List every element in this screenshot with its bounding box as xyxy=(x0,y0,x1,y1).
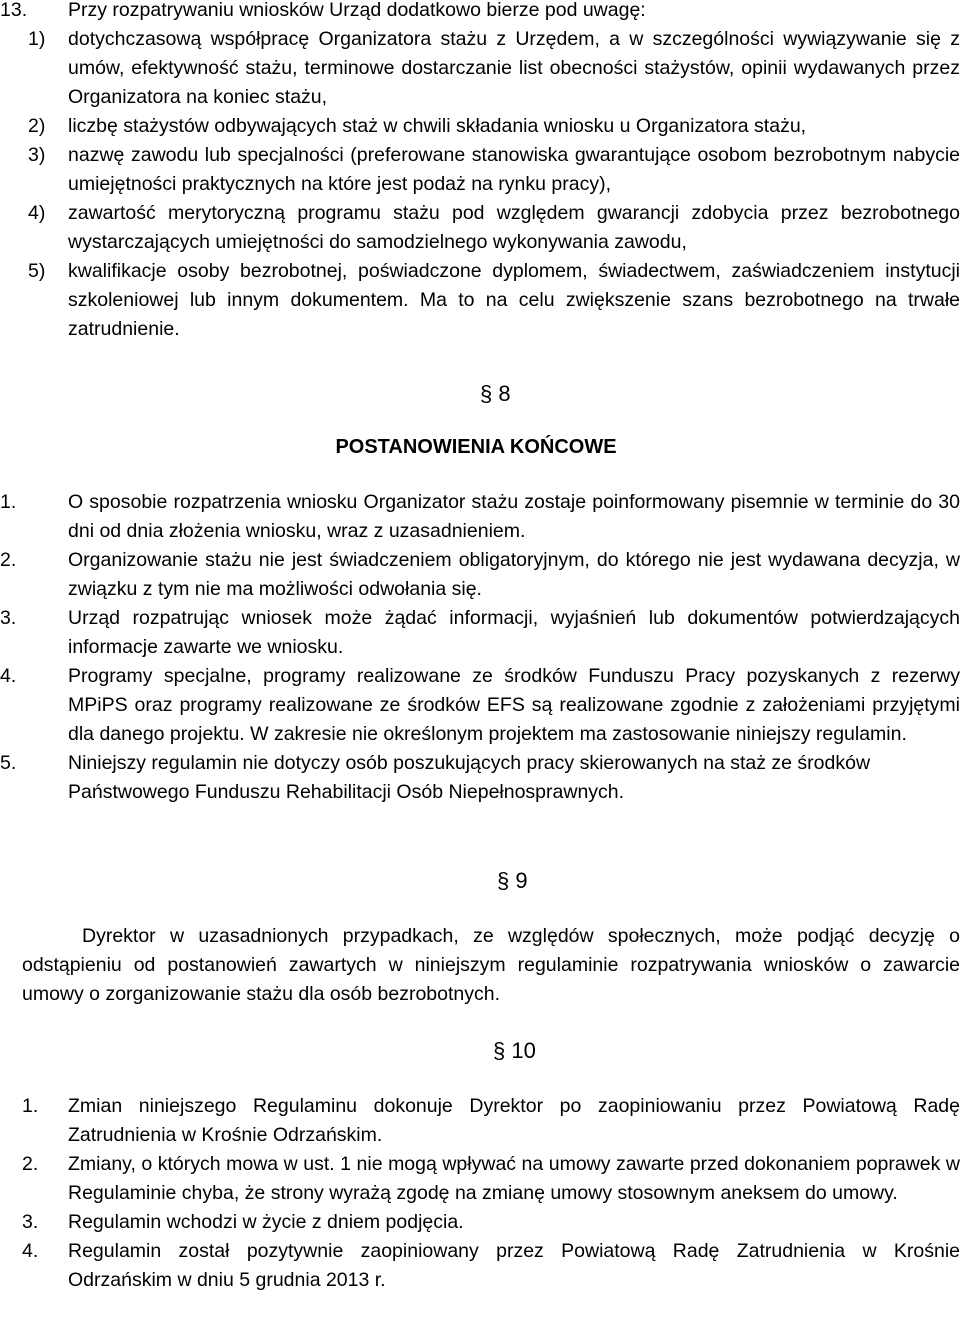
list-item xyxy=(0,546,960,604)
list-item-number: 5) xyxy=(28,260,46,282)
list-item-number: 5. xyxy=(0,752,17,774)
list-item-number: 1. xyxy=(0,491,17,513)
list-item xyxy=(0,604,960,662)
list-item-text: Zmian niniejszego Regulaminu dokonuje Dyrektor po zaopiniowaniu przez Powiatową Radę Zatrudnienia w Krośnie Odrzańskim. xyxy=(68,1095,960,1146)
section-10-heading: § 10 xyxy=(493,1038,536,1063)
list-item xyxy=(0,662,960,749)
list-item-number: 4) xyxy=(28,202,46,224)
list-item-text: Zmiany, o których mowa w ust. 1 nie mogą wpływać na umowy zawarte przed dokonaniem poprawek w Regulaminie chyba, że strony wyrażą zgodę na zmianę umowy stosownym aneksem do umowy. xyxy=(68,1153,960,1204)
list-item xyxy=(28,257,960,344)
list-item-number: 1) xyxy=(28,28,46,50)
list-item xyxy=(22,1208,960,1237)
list-item xyxy=(28,112,960,141)
list-item xyxy=(0,749,960,807)
list-item-number: 3. xyxy=(0,607,17,629)
section-9-heading: § 9 xyxy=(497,868,528,893)
list-item-number: 1. xyxy=(22,1095,39,1117)
point-number: 13. xyxy=(0,0,28,21)
list-item-number: 4. xyxy=(0,665,17,687)
criteria-list xyxy=(28,25,960,344)
list-item-number: 2) xyxy=(28,115,46,137)
list-item-text: nazwę zawodu lub specjalności (preferowane stanowiska gwarantujące osobom bezrobotnym nabycie umiejętności praktycznych na które jest podaż na rynku pracy), xyxy=(68,144,960,195)
list-item-text: Urząd rozpatrując wniosek może żądać informacji, wyjaśnień lub dokumentów potwierdzających informacje zawarte we wniosku. xyxy=(68,607,960,658)
list-item-text: O sposobie rozpatrzenia wniosku Organizator stażu zostaje poinformowany pisemnie w terminie do 30 dni od dnia złożenia wniosku, wraz z uzasadnieniem. xyxy=(68,491,960,542)
list-item-number: 3) xyxy=(28,144,46,166)
list-item xyxy=(28,141,960,199)
list-item xyxy=(22,1092,960,1150)
list-item xyxy=(28,25,960,112)
amendments-list xyxy=(22,1092,960,1295)
point-text: Przy rozpatrywaniu wniosków Urząd dodatkowo bierze pod uwagę: xyxy=(68,0,646,21)
list-item-text: dotychczasową współpracę Organizatora stażu z Urzędem, a w szczególności wywiązywanie się z umów, efektywność stażu, terminowe dostarczanie list obecności stażystów, opinii wydawanych przez Organizatora na koniec stażu, xyxy=(68,28,960,108)
list-item-text: kwalifikacje osoby bezrobotnej, poświadczone dyplomem, świadectwem, zaświadczeniem instytucji szkoleniowej lub innym dokumentem. Ma to na celu zwiększenie szans bezrobotnego na trwałe zatrudnienie. xyxy=(68,260,960,340)
list-item xyxy=(28,199,960,257)
point-13 xyxy=(0,0,960,25)
list-item-text: Regulamin został pozytywnie zaopiniowany przez Powiatową Radę Zatrudnienia w Krośnie Odrzańskim w dniu 5 grudnia 2013 r. xyxy=(68,1240,960,1291)
list-item xyxy=(22,1150,960,1208)
list-item-text: Organizowanie stażu nie jest świadczeniem obligatoryjnym, do którego nie jest wydawana decyzja, w związku z tym nie ma możliwości odwołania się. xyxy=(68,549,960,600)
final-provisions-list xyxy=(0,488,960,807)
list-item-number: 2. xyxy=(0,549,17,571)
section-9-text: Dyrektor w uzasadnionych przypadkach, ze względów społecznych, może podjąć decyzję o odstąpieniu od postanowień zawartych w niniejszym regulaminie rozpatrywania wniosków o zawarcie umowy o zorganizowanie stażu dla osób bezrobotnych. xyxy=(22,925,960,1005)
list-item-text: Niniejszy regulamin nie dotyczy osób poszukujących pracy skierowanych na staż ze środków Państwowego Funduszu Rehabilitacji Osób Niepełnosprawnych. xyxy=(68,752,871,803)
list-item-text: Regulamin wchodzi w życie z dniem podjęcia. xyxy=(68,1211,464,1233)
list-item-number: 4. xyxy=(22,1240,39,1262)
list-item-text: liczbę stażystów odbywających staż w chwili składania wniosku u Organizatora stażu, xyxy=(68,115,807,137)
list-item-text: zawartość merytoryczną programu stażu pod względem gwarancji zdobycia przez bezrobotnego wystarczających umiejętności do samodzielnego wykonywania zawodu, xyxy=(68,202,960,253)
list-item-number: 2. xyxy=(22,1153,39,1175)
list-item xyxy=(0,488,960,546)
list-item-text: Programy specjalne, programy realizowane ze środków Funduszu Pracy pozyskanych z rezerwy MPiPS oraz programy realizowane ze środków EFS są realizowane zgodnie z założeniami przyjętymi dla danego projektu. W zakresie nie określonym projektem ma zastosowanie niniejszy regulamin. xyxy=(68,665,960,745)
section-8-heading: § 8 xyxy=(480,381,511,406)
section-8-title: POSTANOWIENIA KOŃCOWE xyxy=(335,436,617,458)
list-item xyxy=(22,1237,960,1295)
list-item-number: 3. xyxy=(22,1211,39,1233)
